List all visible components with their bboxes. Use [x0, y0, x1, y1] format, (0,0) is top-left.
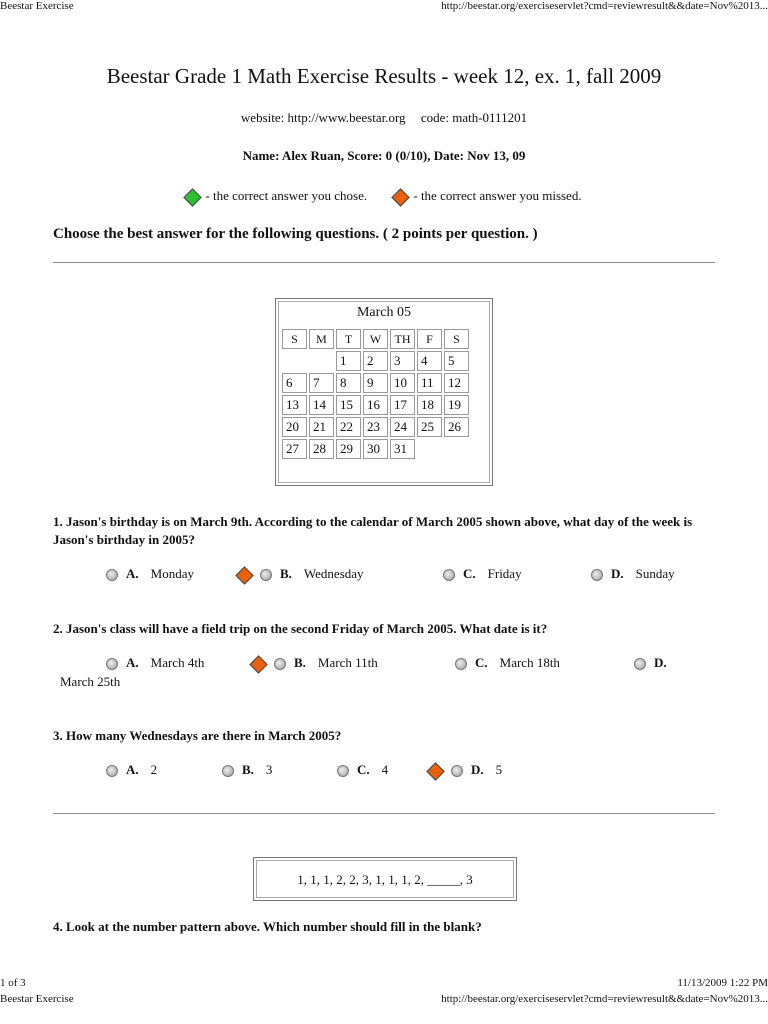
- calendar-week-row: [282, 373, 469, 393]
- radio-icon[interactable]: [260, 569, 272, 581]
- day-cell: 25: [417, 417, 442, 437]
- q3-option-b[interactable]: B. 3: [222, 762, 272, 778]
- missed-answer-icon: [235, 566, 253, 584]
- missed-answer-icon: [249, 655, 267, 673]
- day-cell: 14: [309, 395, 334, 415]
- radio-icon[interactable]: [455, 658, 467, 670]
- name-score-line: Name: Alex Ruan, Score: 0 (0/10), Date: Nov 13, 09: [242, 148, 526, 163]
- day-cell: 17: [390, 395, 415, 415]
- print-datetime: 11/13/2009 1:22 PM: [677, 977, 768, 989]
- question-2: 2. Jason's class will have a field trip on the second Friday of March 2005. What date is it?: [53, 621, 548, 636]
- day-cell: 11: [417, 373, 442, 393]
- site-info: [0, 110, 768, 126]
- day-cell: 1: [336, 351, 361, 371]
- url-footer: http://beestar.org/exerciseservlet?cmd=reviewresult&&date=Nov%2013...: [441, 993, 768, 1005]
- day-cell: 27: [282, 439, 307, 459]
- q2-option-b[interactable]: B. March 11th: [252, 655, 378, 671]
- day-cell: 12: [444, 373, 469, 393]
- q3-option-c[interactable]: C. 4: [337, 762, 388, 778]
- calendar-week-row: [282, 417, 469, 437]
- legend-missed-text: - the correct answer you missed.: [413, 188, 582, 204]
- weekday-cell: W: [363, 329, 388, 349]
- radio-icon[interactable]: [106, 569, 118, 581]
- divider-middle: [53, 813, 715, 814]
- legend: [0, 187, 768, 204]
- question-3: 3. How many Wednesdays are there in March 2005?: [53, 728, 342, 743]
- day-cell: 18: [417, 395, 442, 415]
- day-cell: [282, 351, 307, 371]
- q1-option-d[interactable]: D. Sunday: [591, 566, 675, 582]
- day-cell: 8: [336, 373, 361, 393]
- website-text: website: http://www.beestar.org: [240, 110, 406, 125]
- q3-option-a[interactable]: A. 2: [106, 762, 157, 778]
- day-cell: 29: [336, 439, 361, 459]
- weekday-cell: TH: [390, 329, 415, 349]
- day-cell: 9: [363, 373, 388, 393]
- radio-icon[interactable]: [106, 658, 118, 670]
- question-4: 4. Look at the number pattern above. Which number should fill in the blank?: [53, 919, 482, 934]
- radio-icon[interactable]: [443, 569, 455, 581]
- day-cell: 23: [363, 417, 388, 437]
- legend-chosen: [186, 188, 367, 204]
- day-cell: [309, 351, 334, 371]
- radio-icon[interactable]: [106, 765, 118, 777]
- legend-missed: [394, 188, 581, 204]
- day-cell: 31: [390, 439, 415, 459]
- orange-diamond-icon: [392, 188, 410, 206]
- day-cell: 24: [390, 417, 415, 437]
- day-cell: 10: [390, 373, 415, 393]
- page-number: 1 of 3: [0, 977, 26, 989]
- radio-icon[interactable]: [591, 569, 603, 581]
- q3-option-d[interactable]: D. 5: [429, 762, 502, 778]
- divider-top: [53, 262, 715, 263]
- weekday-cell: F: [417, 329, 442, 349]
- calendar-week-row: [282, 439, 469, 459]
- day-cell: 5: [444, 351, 469, 371]
- instructions: Choose the best answer for the following questions. ( 2 points per question. ): [53, 226, 538, 242]
- day-cell: 22: [336, 417, 361, 437]
- calendar-weekday-row: [282, 329, 469, 349]
- url-header: http://beestar.org/exerciseservlet?cmd=reviewresult&&date=Nov%2013...: [441, 0, 768, 12]
- day-cell: 7: [309, 373, 334, 393]
- legend-chosen-text: - the correct answer you chose.: [205, 188, 368, 204]
- q2-option-a[interactable]: A. March 4th: [106, 655, 204, 671]
- q2-option-c[interactable]: C. March 18th: [455, 655, 560, 671]
- radio-icon[interactable]: [274, 658, 286, 670]
- day-cell: 30: [363, 439, 388, 459]
- missed-answer-icon: [426, 762, 444, 780]
- day-cell: 15: [336, 395, 361, 415]
- day-cell: 20: [282, 417, 307, 437]
- q1-option-a[interactable]: A. Monday: [106, 566, 194, 582]
- day-cell: 16: [363, 395, 388, 415]
- weekday-cell: S: [282, 329, 307, 349]
- weekday-cell: T: [336, 329, 361, 349]
- day-cell: 2: [363, 351, 388, 371]
- q2-option-d[interactable]: D.: [634, 655, 679, 671]
- day-cell: [444, 439, 469, 459]
- calendar-title: March 05: [356, 305, 412, 320]
- day-cell: 13: [282, 395, 307, 415]
- radio-icon[interactable]: [451, 765, 463, 777]
- q2-option-d-text: March 25th: [60, 674, 121, 689]
- calendar-week-row: [282, 351, 469, 371]
- q1-option-b[interactable]: B. Wednesday: [238, 566, 364, 582]
- day-cell: 28: [309, 439, 334, 459]
- page-title-footer: Beestar Exercise: [0, 993, 74, 1005]
- day-cell: 19: [444, 395, 469, 415]
- weekday-cell: M: [309, 329, 334, 349]
- document-title: Beestar Grade 1 Math Exercise Results - week 12, ex. 1, fall 2009: [106, 64, 662, 88]
- weekday-cell: S: [444, 329, 469, 349]
- q1-option-c[interactable]: C. Friday: [443, 566, 522, 582]
- calendar-grid: [280, 327, 471, 461]
- day-cell: 3: [390, 351, 415, 371]
- question-1: 1. Jason's birthday is on March 9th. According to the calendar of March 2005 shown above, what day of the week is Jason's birthday in 2005?: [53, 514, 693, 547]
- page-title-header: Beestar Exercise: [0, 0, 74, 12]
- number-pattern: 1, 1, 1, 2, 2, 3, 1, 1, 1, 2, _____, 3: [297, 872, 473, 887]
- calendar-week-row: [282, 395, 469, 415]
- green-diamond-icon: [184, 188, 202, 206]
- day-cell: [417, 439, 442, 459]
- radio-icon[interactable]: [634, 658, 646, 670]
- code-text: code: math-0111201: [420, 110, 528, 125]
- day-cell: 21: [309, 417, 334, 437]
- day-cell: 6: [282, 373, 307, 393]
- day-cell: 26: [444, 417, 469, 437]
- day-cell: 4: [417, 351, 442, 371]
- radio-icon[interactable]: [222, 765, 234, 777]
- radio-icon[interactable]: [337, 765, 349, 777]
